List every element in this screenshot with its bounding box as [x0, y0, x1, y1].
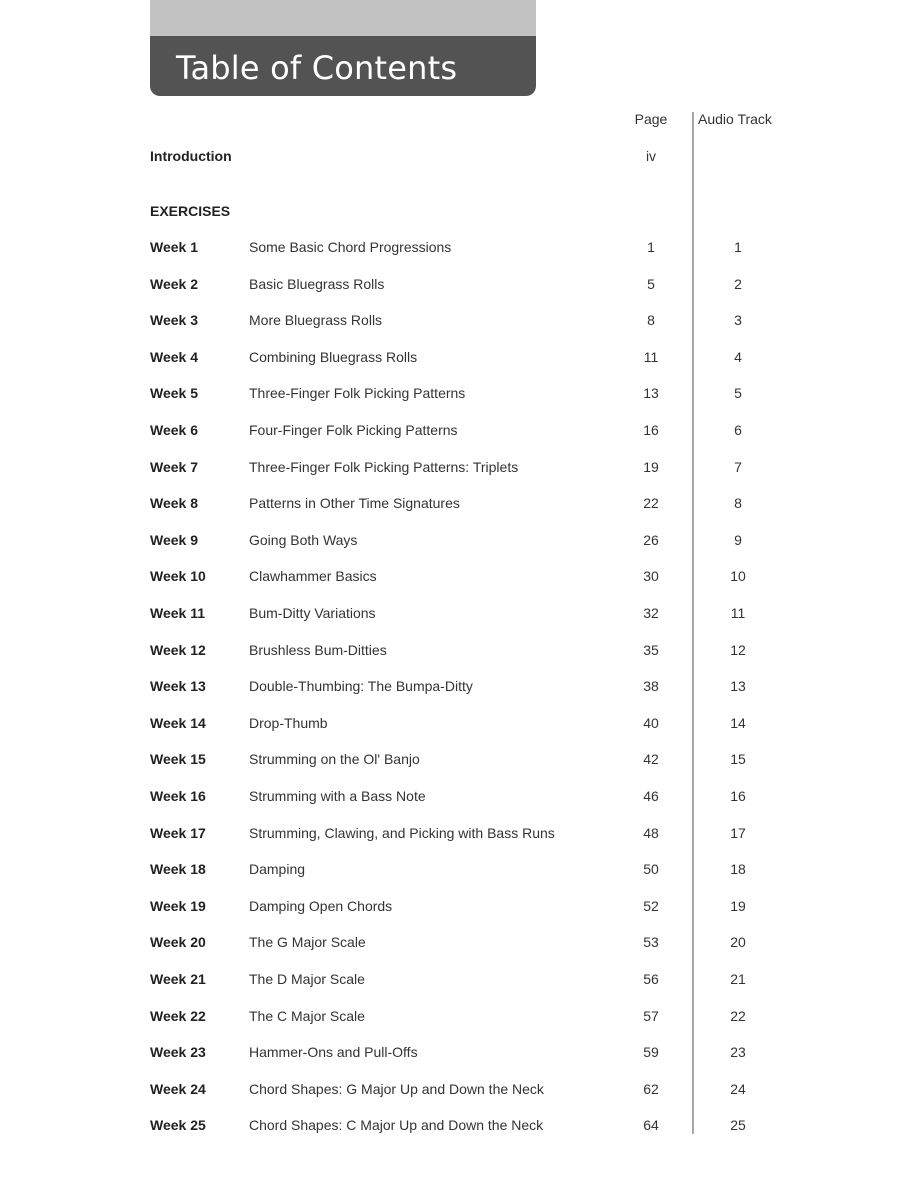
toc-row[interactable] — [0, 603, 900, 623]
topic-title: Some Basic Chord Progressions — [249, 239, 452, 255]
toc-row[interactable] — [0, 347, 900, 367]
page-number: 13 — [643, 385, 659, 402]
section-heading: EXERCISES — [150, 203, 231, 219]
toc-row[interactable] — [0, 530, 900, 550]
toc-row[interactable] — [0, 932, 900, 952]
page-number: 62 — [643, 1080, 659, 1097]
audio-track-number: 25 — [730, 1117, 746, 1134]
audio-track-number: 5 — [734, 385, 742, 402]
topic-title: Patterns in Other Time Signatures — [249, 495, 460, 512]
topic-title: Combining Bluegrass Rolls — [249, 348, 418, 365]
page-number: 32 — [643, 605, 659, 621]
audio-track-number: 2 — [734, 275, 742, 292]
toc-row[interactable] — [0, 383, 900, 403]
topic-title: Double-Thumbing: The Bumpa-Ditty — [249, 678, 473, 695]
week-label: Week 20 — [150, 934, 206, 951]
week-label: Week 4 — [150, 348, 198, 365]
audio-track-number: 17 — [730, 824, 746, 841]
topic-title: Basic Bluegrass Rolls — [249, 275, 385, 292]
page-number: 30 — [643, 568, 659, 585]
page-number: 40 — [643, 714, 659, 731]
toc-row[interactable] — [0, 786, 900, 806]
week-label: Week 23 — [150, 1044, 206, 1061]
week-label: Week 13 — [150, 678, 206, 695]
topic-title: Three-Finger Folk Picking Patterns: Triplets — [249, 458, 519, 475]
week-label: Week 10 — [150, 568, 206, 585]
toc-row[interactable] — [0, 310, 900, 330]
introduction-label: Introduction — [150, 148, 232, 164]
introduction-row[interactable] — [0, 146, 900, 166]
week-label: Week 6 — [150, 422, 198, 438]
audio-track-number: 6 — [734, 422, 742, 438]
topic-title: Strumming on the Ol' Banjo — [249, 751, 420, 768]
toc-row[interactable] — [0, 640, 900, 660]
toc-row[interactable] — [0, 493, 900, 513]
audio-track-number: 1 — [734, 239, 742, 255]
week-label: Week 12 — [150, 641, 206, 658]
page-number: 42 — [643, 751, 659, 768]
toc-row[interactable] — [0, 566, 900, 586]
page-number: 35 — [643, 641, 659, 658]
toc-row[interactable] — [0, 274, 900, 294]
week-label: Week 2 — [150, 275, 198, 292]
week-label: Week 7 — [150, 458, 198, 475]
topic-title: Clawhammer Basics — [249, 568, 377, 585]
audio-track-number: 4 — [734, 348, 742, 365]
toc-row[interactable] — [0, 823, 900, 843]
topic-title: Chord Shapes: G Major Up and Down the Neck — [249, 1080, 544, 1097]
week-label: Week 3 — [150, 312, 198, 329]
week-label: Week 21 — [150, 971, 206, 987]
audio-track-number: 14 — [730, 714, 746, 731]
topic-title: Hammer-Ons and Pull-Offs — [249, 1044, 418, 1061]
page-number: 53 — [643, 934, 659, 951]
toc-row[interactable] — [0, 1115, 900, 1135]
page-number: 26 — [643, 531, 659, 548]
page-number: 22 — [643, 495, 659, 512]
page-number: 1 — [647, 239, 655, 255]
audio-track-number: 15 — [730, 751, 746, 768]
audio-track-number: 19 — [730, 897, 746, 914]
audio-track-number: 9 — [734, 531, 742, 548]
title-band-top-strip — [150, 0, 536, 36]
audio-track-number: 23 — [730, 1044, 746, 1061]
topic-title: Damping Open Chords — [249, 897, 393, 914]
week-label: Week 5 — [150, 385, 198, 402]
audio-track-number: 20 — [730, 934, 746, 951]
audio-track-number: 24 — [730, 1080, 746, 1097]
page-number: 57 — [643, 1007, 659, 1024]
topic-title: Bum-Ditty Variations — [249, 605, 376, 621]
page-column-header: Page — [634, 111, 668, 127]
audio-track-column-header: Audio Track — [698, 111, 772, 127]
introduction-page: iv — [645, 148, 657, 164]
week-label: Week 15 — [150, 751, 206, 768]
audio-track-number: 12 — [730, 641, 746, 658]
toc-row[interactable] — [0, 676, 900, 696]
audio-track-number: 11 — [730, 605, 746, 621]
topic-title: Strumming with a Bass Note — [249, 788, 426, 804]
toc-row[interactable] — [0, 420, 900, 440]
page-number: 46 — [643, 788, 659, 804]
page-title: Table of Contents — [176, 49, 458, 87]
page-number: 11 — [643, 348, 659, 365]
page-number: 16 — [643, 422, 659, 438]
title-band — [150, 0, 536, 96]
week-label: Week 11 — [150, 605, 206, 621]
topic-title: Four-Finger Folk Picking Patterns — [249, 422, 458, 438]
week-label: Week 8 — [150, 495, 198, 512]
topic-title: Drop-Thumb — [249, 714, 328, 731]
toc-row[interactable] — [0, 859, 900, 879]
page-number: 8 — [647, 312, 655, 329]
week-label: Week 17 — [150, 824, 206, 841]
page-number: 19 — [643, 458, 659, 475]
topic-title: Going Both Ways — [249, 531, 358, 548]
week-label: Week 9 — [150, 531, 198, 548]
week-label: Week 22 — [150, 1007, 206, 1024]
topic-title: The D Major Scale — [249, 971, 365, 987]
page-number: 38 — [643, 678, 659, 695]
page-number: 48 — [643, 824, 659, 841]
page-number: 50 — [643, 861, 659, 878]
topic-title: More Bluegrass Rolls — [249, 312, 383, 329]
page-number: 52 — [643, 897, 659, 914]
week-label: Week 25 — [150, 1117, 206, 1134]
week-label: Week 24 — [150, 1080, 206, 1097]
toc-row[interactable] — [0, 457, 900, 477]
audio-track-number: 7 — [734, 458, 742, 475]
audio-track-number: 3 — [734, 312, 742, 329]
week-label: Week 1 — [150, 239, 198, 255]
page-number: 59 — [643, 1044, 659, 1061]
page-number: 5 — [647, 275, 655, 292]
audio-track-number: 18 — [730, 861, 746, 878]
topic-title: Brushless Bum-Ditties — [249, 641, 387, 658]
audio-track-number: 16 — [730, 788, 746, 804]
week-label: Week 18 — [150, 861, 206, 878]
toc-row[interactable] — [0, 1042, 900, 1062]
audio-track-number: 8 — [734, 495, 742, 512]
topic-title: The G Major Scale — [249, 934, 366, 951]
page-number: 56 — [643, 971, 659, 987]
topic-title: Strumming, Clawing, and Picking with Bass Runs — [249, 824, 555, 841]
topic-title: Damping — [249, 861, 306, 878]
section-heading-row — [0, 201, 900, 221]
week-label: Week 14 — [150, 714, 206, 731]
topic-title: The C Major Scale — [249, 1007, 365, 1024]
week-label: Week 16 — [150, 788, 206, 804]
toc-row[interactable] — [0, 713, 900, 733]
week-label: Week 19 — [150, 897, 206, 914]
toc-row[interactable] — [0, 1006, 900, 1026]
audio-track-number: 22 — [730, 1007, 746, 1024]
topic-title: Chord Shapes: C Major Up and Down the Neck — [249, 1117, 544, 1134]
page-number: 64 — [643, 1117, 659, 1134]
toc-row[interactable] — [0, 896, 900, 916]
audio-track-number: 13 — [730, 678, 746, 695]
audio-track-number: 21 — [730, 971, 746, 987]
toc-row[interactable] — [0, 749, 900, 769]
toc-row[interactable] — [0, 237, 900, 257]
audio-track-number: 10 — [730, 568, 746, 585]
toc-row[interactable] — [0, 969, 900, 989]
topic-title: Three-Finger Folk Picking Patterns — [249, 385, 466, 402]
toc-row[interactable] — [0, 1079, 900, 1099]
